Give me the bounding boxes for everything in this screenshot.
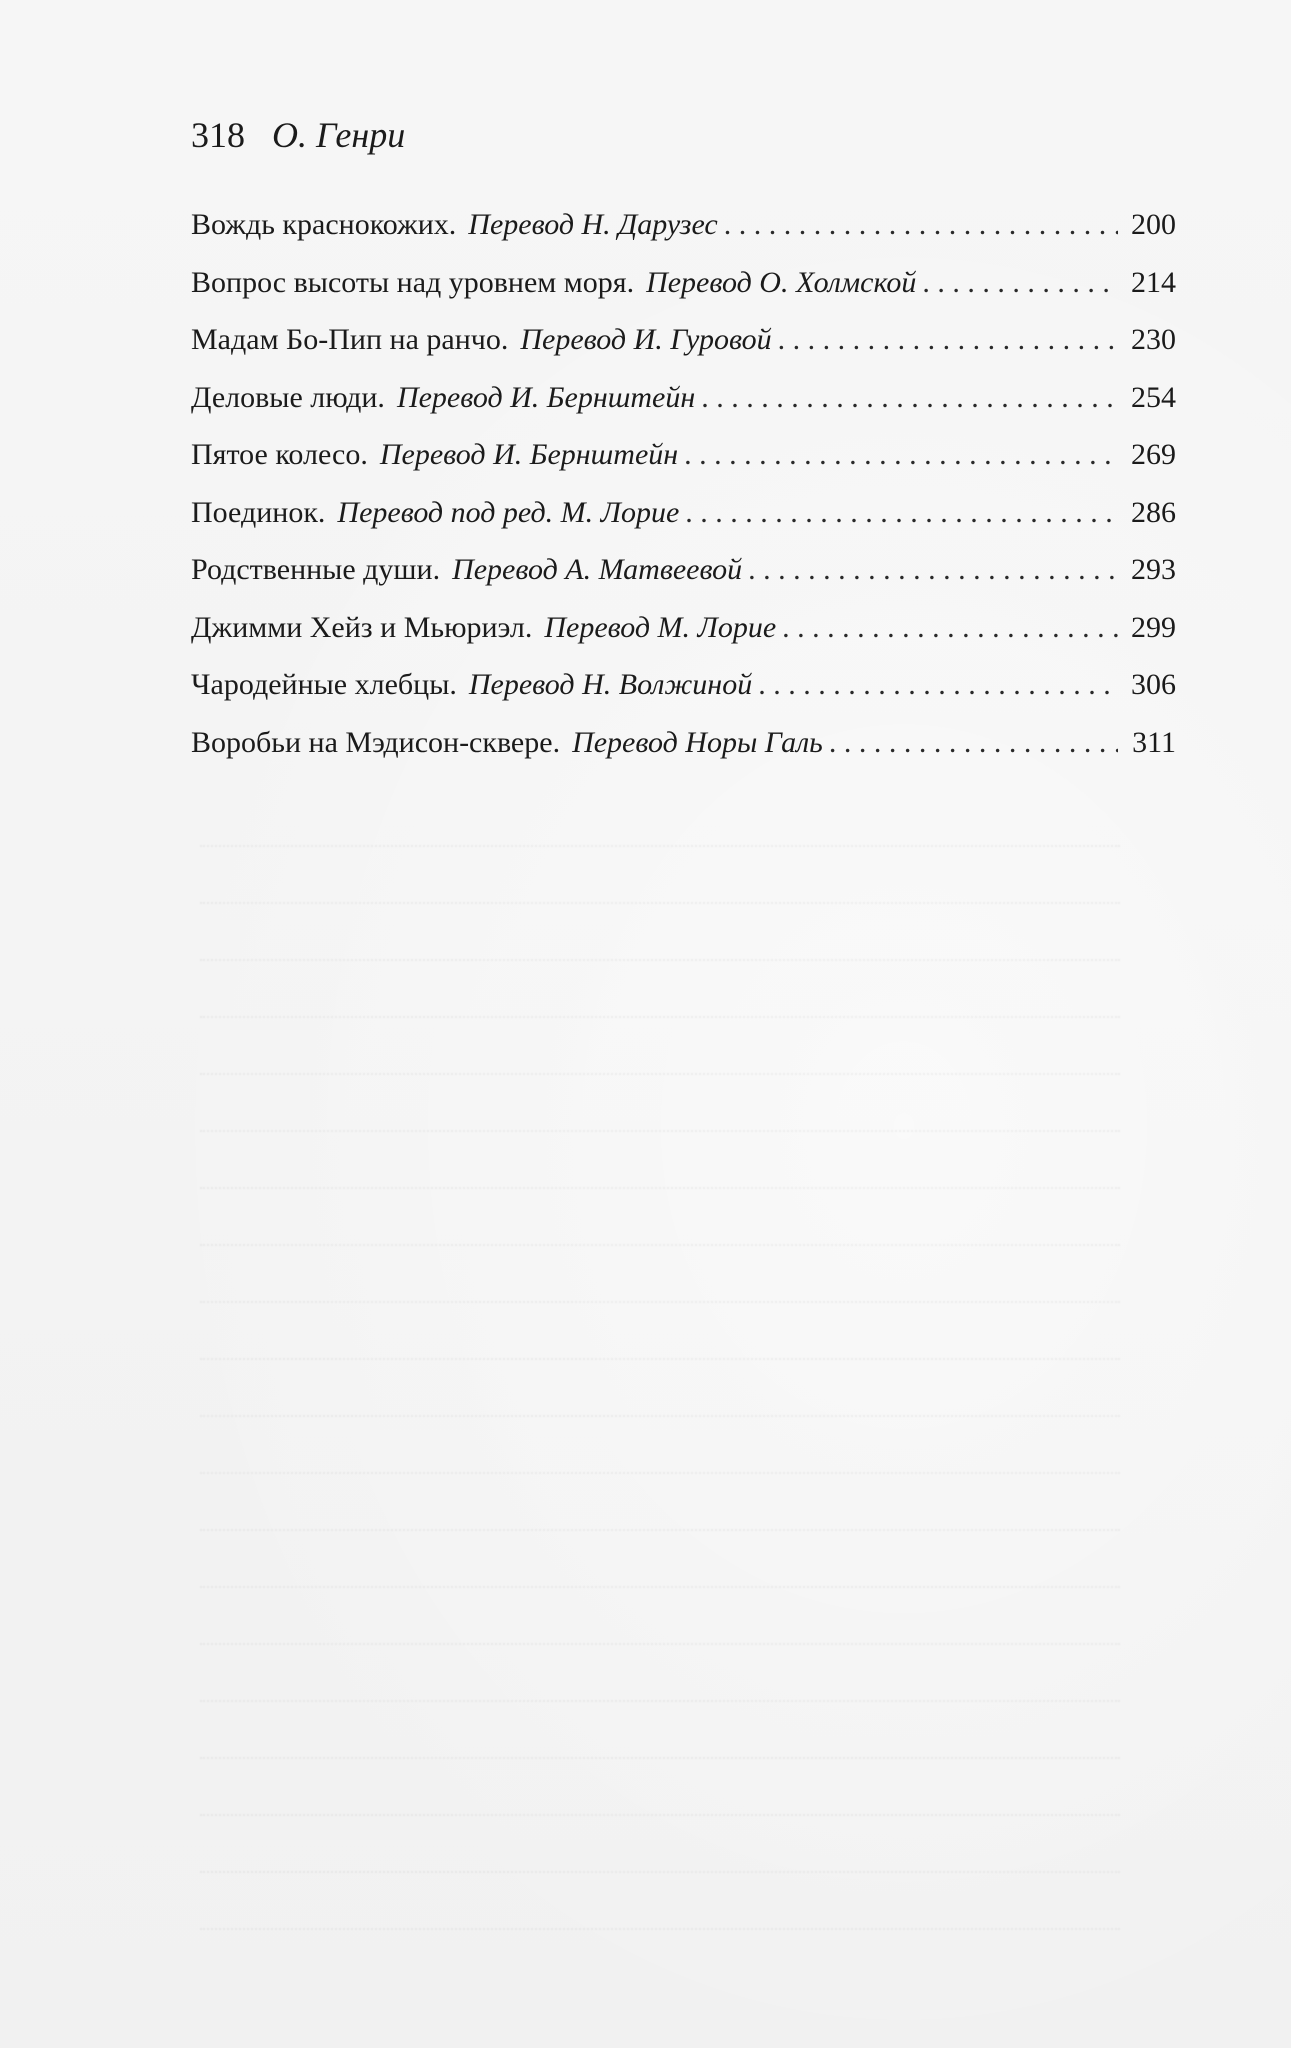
toc-entry-title: Джимми Хейз и Мьюриэл. bbox=[191, 610, 533, 644]
dot-leader bbox=[724, 210, 1118, 240]
toc-entry-translator: Перевод О. Холмской bbox=[646, 265, 917, 299]
dot-leader bbox=[684, 440, 1118, 470]
toc-entry-page: 299 bbox=[1131, 610, 1176, 644]
toc-entry-title: Чародейные хлебцы. bbox=[191, 668, 457, 701]
toc-entry-title: Родственные души. bbox=[191, 553, 441, 586]
toc-entry-page: 269 bbox=[1131, 438, 1176, 471]
toc-entry-page: 200 bbox=[1131, 208, 1176, 241]
running-head bbox=[191, 114, 405, 156]
toc-entry bbox=[191, 495, 1176, 556]
toc-entry-page: 306 bbox=[1131, 668, 1176, 701]
toc-entry-translator: Перевод И. Бернштейн bbox=[379, 438, 679, 471]
toc-entry-page: 254 bbox=[1131, 380, 1176, 414]
toc-entry-translator: Перевод И. Бернштейн bbox=[396, 380, 696, 414]
page-number: 318 bbox=[191, 115, 245, 155]
toc-entry-translator: Перевод Н. Волжиной bbox=[468, 668, 753, 701]
toc-entry bbox=[191, 265, 1176, 326]
toc-entry-translator: Перевод М. Лорие bbox=[544, 610, 777, 644]
bleed-through-shadow bbox=[200, 790, 1160, 1930]
dot-leader bbox=[685, 498, 1118, 528]
author-name: О. Генри bbox=[272, 115, 406, 155]
table-of-contents bbox=[191, 210, 1176, 785]
toc-entry-translator: Перевод Норы Галь bbox=[572, 725, 823, 759]
dot-leader bbox=[778, 325, 1118, 355]
toc-entry bbox=[191, 610, 1176, 671]
toc-entry-title: Поединок. bbox=[191, 495, 326, 529]
dot-leader bbox=[748, 555, 1118, 585]
toc-entry bbox=[191, 325, 1176, 383]
toc-entry-translator: Перевод А. Матвеевой bbox=[452, 553, 743, 586]
dot-leader bbox=[782, 613, 1118, 643]
toc-entry-title: Пятое колесо. bbox=[191, 438, 368, 471]
toc-entry bbox=[191, 725, 1176, 786]
dot-leader bbox=[829, 728, 1118, 758]
toc-entry bbox=[191, 210, 1176, 268]
toc-entry-page: 311 bbox=[1132, 725, 1176, 759]
toc-entry bbox=[191, 555, 1176, 613]
dot-leader bbox=[701, 383, 1118, 413]
toc-entry-translator: Перевод И. Гуровой bbox=[520, 323, 772, 356]
dot-leader bbox=[922, 268, 1118, 298]
toc-entry bbox=[191, 670, 1176, 728]
toc-entry-title: Мадам Бо-Пип на ранчо. bbox=[191, 323, 509, 356]
toc-entry-translator: Перевод под ред. М. Лорие bbox=[337, 495, 680, 529]
toc-entry-title: Вождь краснокожих. bbox=[191, 208, 457, 241]
toc-entry-title: Вопрос высоты над уровнем моря. bbox=[191, 265, 635, 299]
toc-entry-title: Воробьи на Мэдисон-сквере. bbox=[191, 725, 561, 759]
toc-entry-page: 293 bbox=[1131, 553, 1176, 586]
toc-entry bbox=[191, 380, 1176, 441]
dot-leader bbox=[758, 670, 1118, 700]
toc-entry-page: 214 bbox=[1131, 265, 1176, 299]
toc-entry-page: 230 bbox=[1131, 323, 1176, 356]
toc-entry-title: Деловые люди. bbox=[191, 380, 385, 414]
toc-entry bbox=[191, 440, 1176, 498]
toc-entry-translator: Перевод Н. Дарузес bbox=[468, 208, 718, 241]
toc-entry-page: 286 bbox=[1131, 495, 1176, 529]
